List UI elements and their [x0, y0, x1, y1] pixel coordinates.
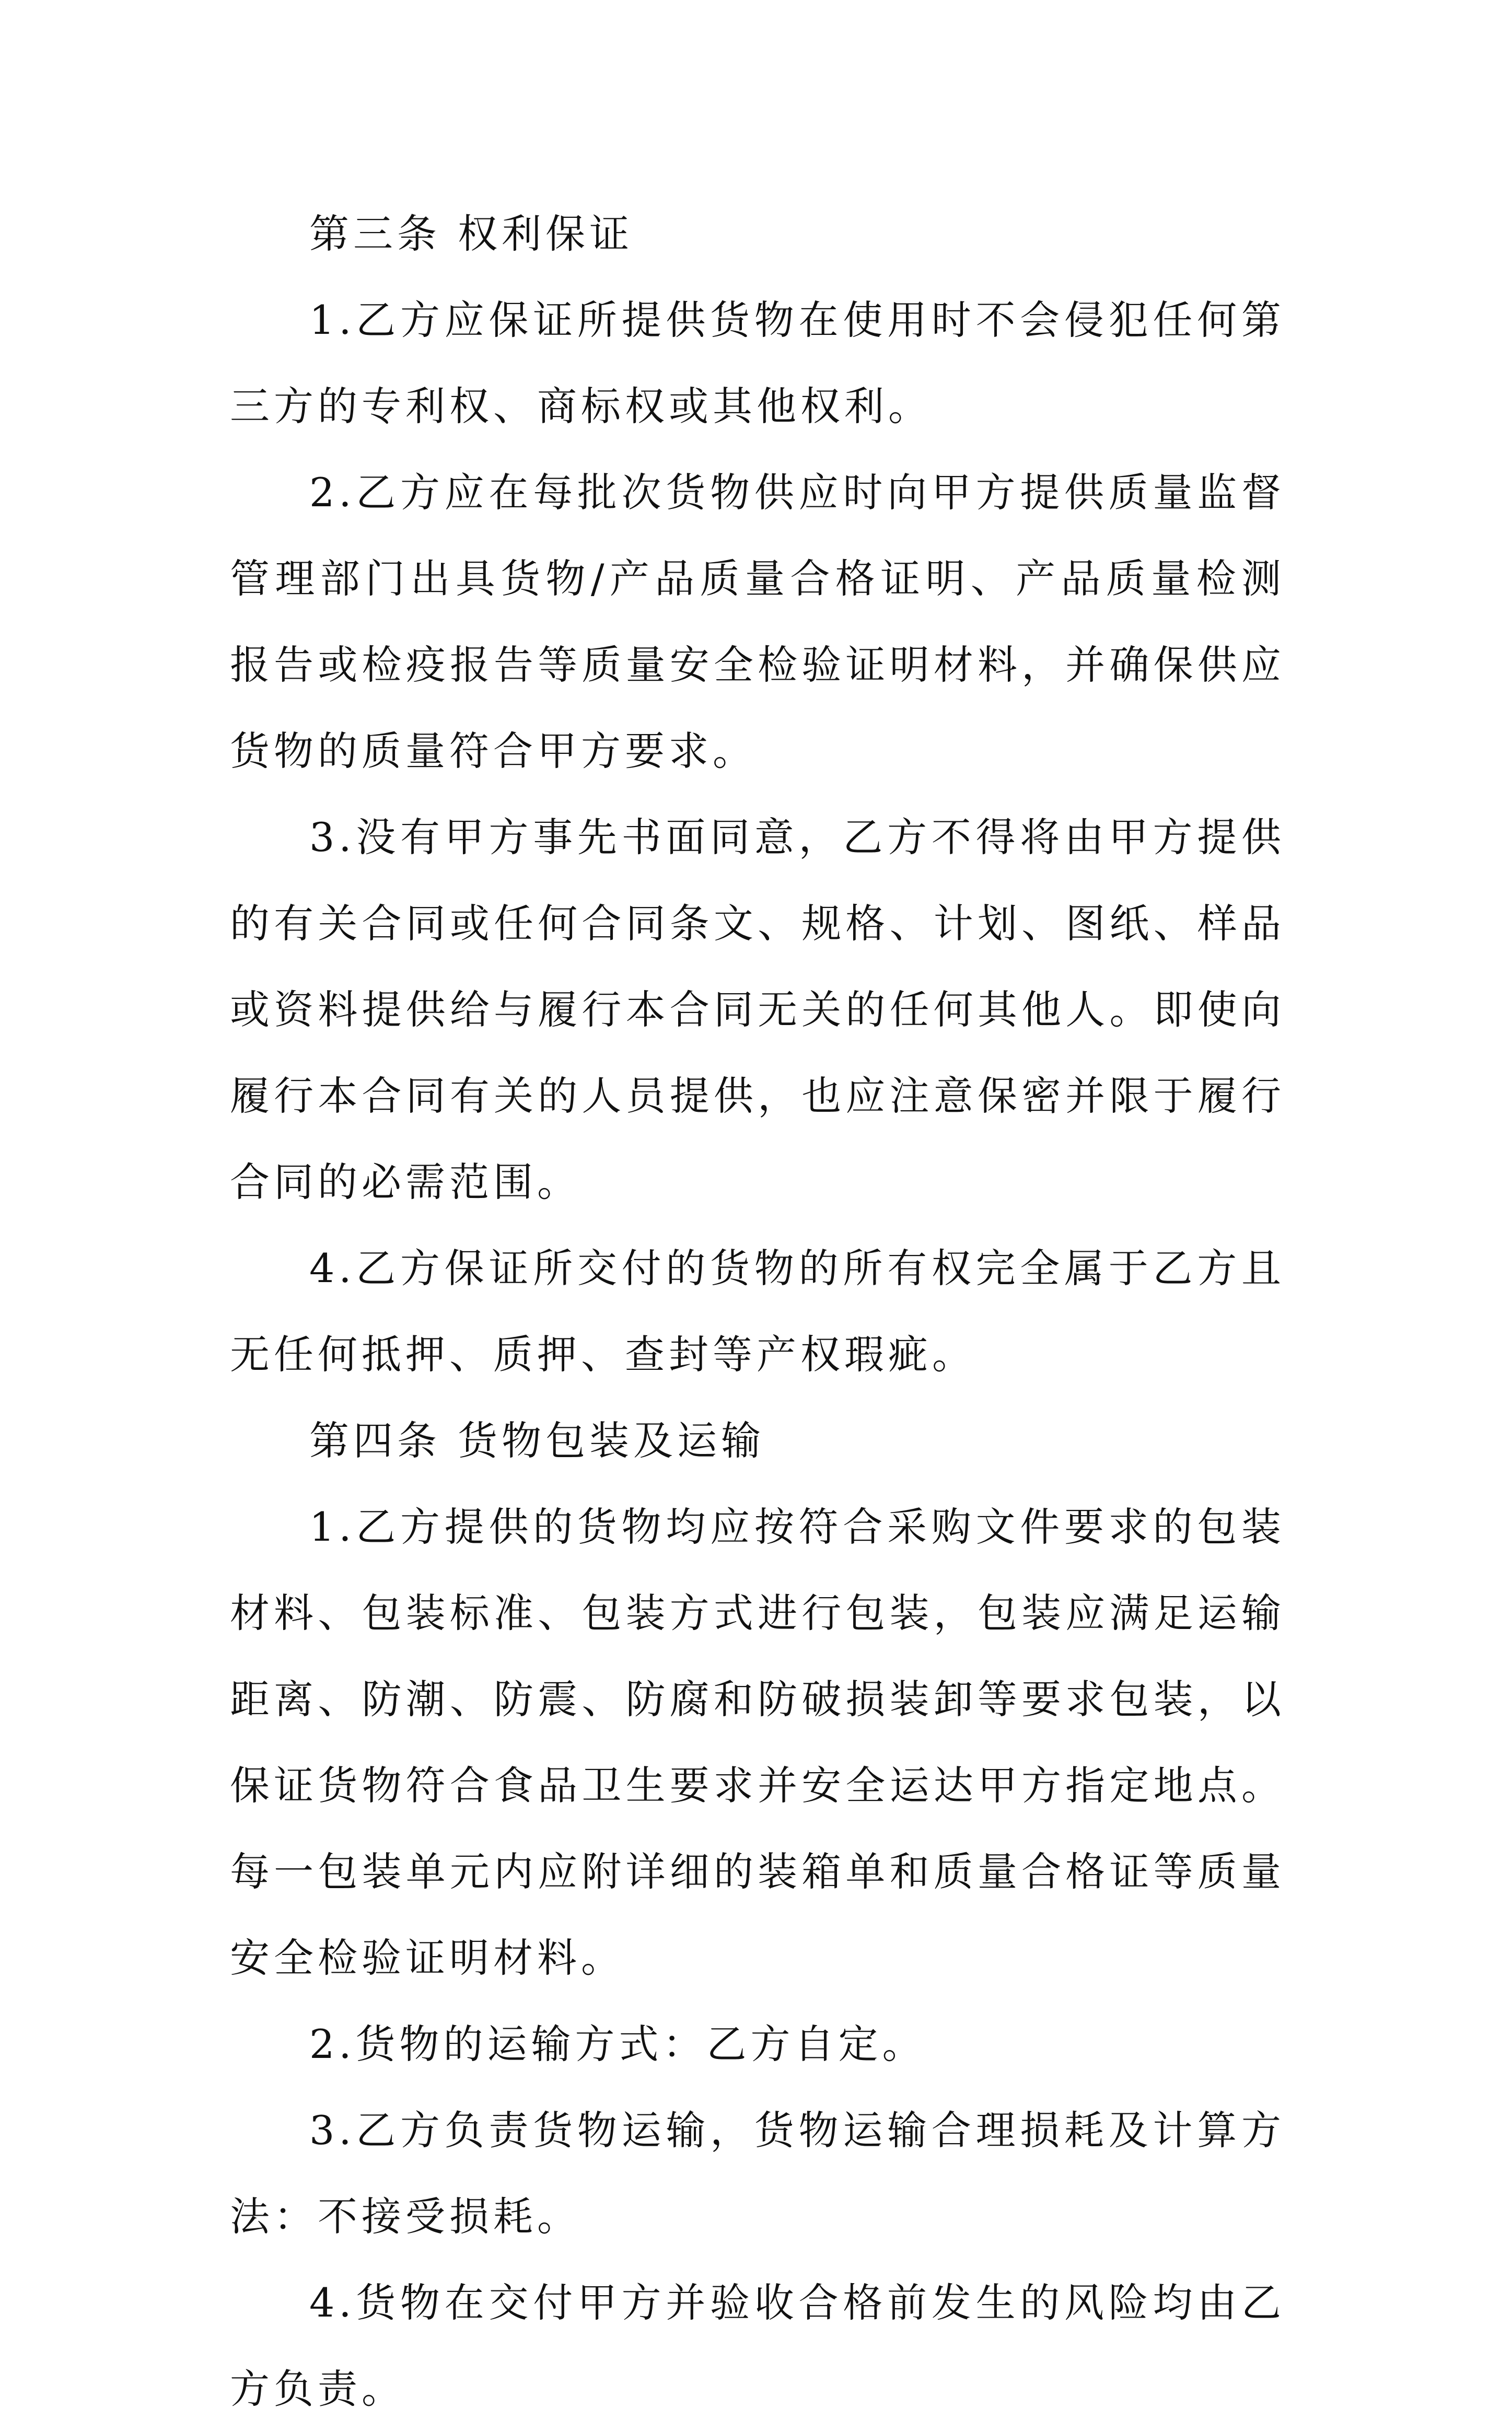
article-4-clause-1: 1.乙方提供的货物均应按符合采购文件要求的包装材料、包装标准、包装方式进行包装，包装应满足运输距离、防潮、防震、防腐和防破损装卸等要求包装，以保证货物符合食品卫生要求并安全运达甲方指定地点。每一包装单元内应附详细的装箱单和质量合格证等质量安全检验证明材料。: [230, 1504, 1285, 1981]
article-4-clause-3: 3.乙方负责货物运输，货物运输合理损耗及计算方法：不接受损耗。: [230, 2107, 1285, 2240]
article-4-clause-2: 2.货物的运输方式：乙方自定。: [309, 2021, 926, 2067]
article-3-clause-2: 2.乙方应在每批次货物供应时向甲方提供质量监督管理部门出具货物/产品质量合格证明、产品质量检测报告或检疫报告等质量安全检验证明材料，并确保供应货物的质量符合甲方要求。: [230, 469, 1285, 774]
article-4-clause-4: 4.货物在交付甲方并验收合格前发生的风险均由乙方负责。: [230, 2279, 1285, 2412]
article-4-heading: 第四条 货物包装及运输: [309, 1417, 765, 1464]
article-3-clause-3: 3.没有甲方事先书面同意，乙方不得将由甲方提供的有关合同或任何合同条文、规格、计划、图纸、样品或资料提供给与履行本合同无关的任何其他人。即使向履行本合同有关的人员提供，也应注意保密并限于履行合同的必需范围。: [230, 814, 1285, 1205]
article-3-clause-4: 4.乙方保证所交付的货物的所有权完全属于乙方且无任何抵押、质押、查封等产权瑕疵。: [230, 1245, 1285, 1378]
article-3-heading: 第三条 权利保证: [309, 211, 634, 257]
document-body: [230, 191, 1285, 2432]
article-3-clause-1: 1.乙方应保证所提供货物在使用时不会侵犯任何第三方的专利权、商标权或其他权利。: [230, 297, 1285, 429]
